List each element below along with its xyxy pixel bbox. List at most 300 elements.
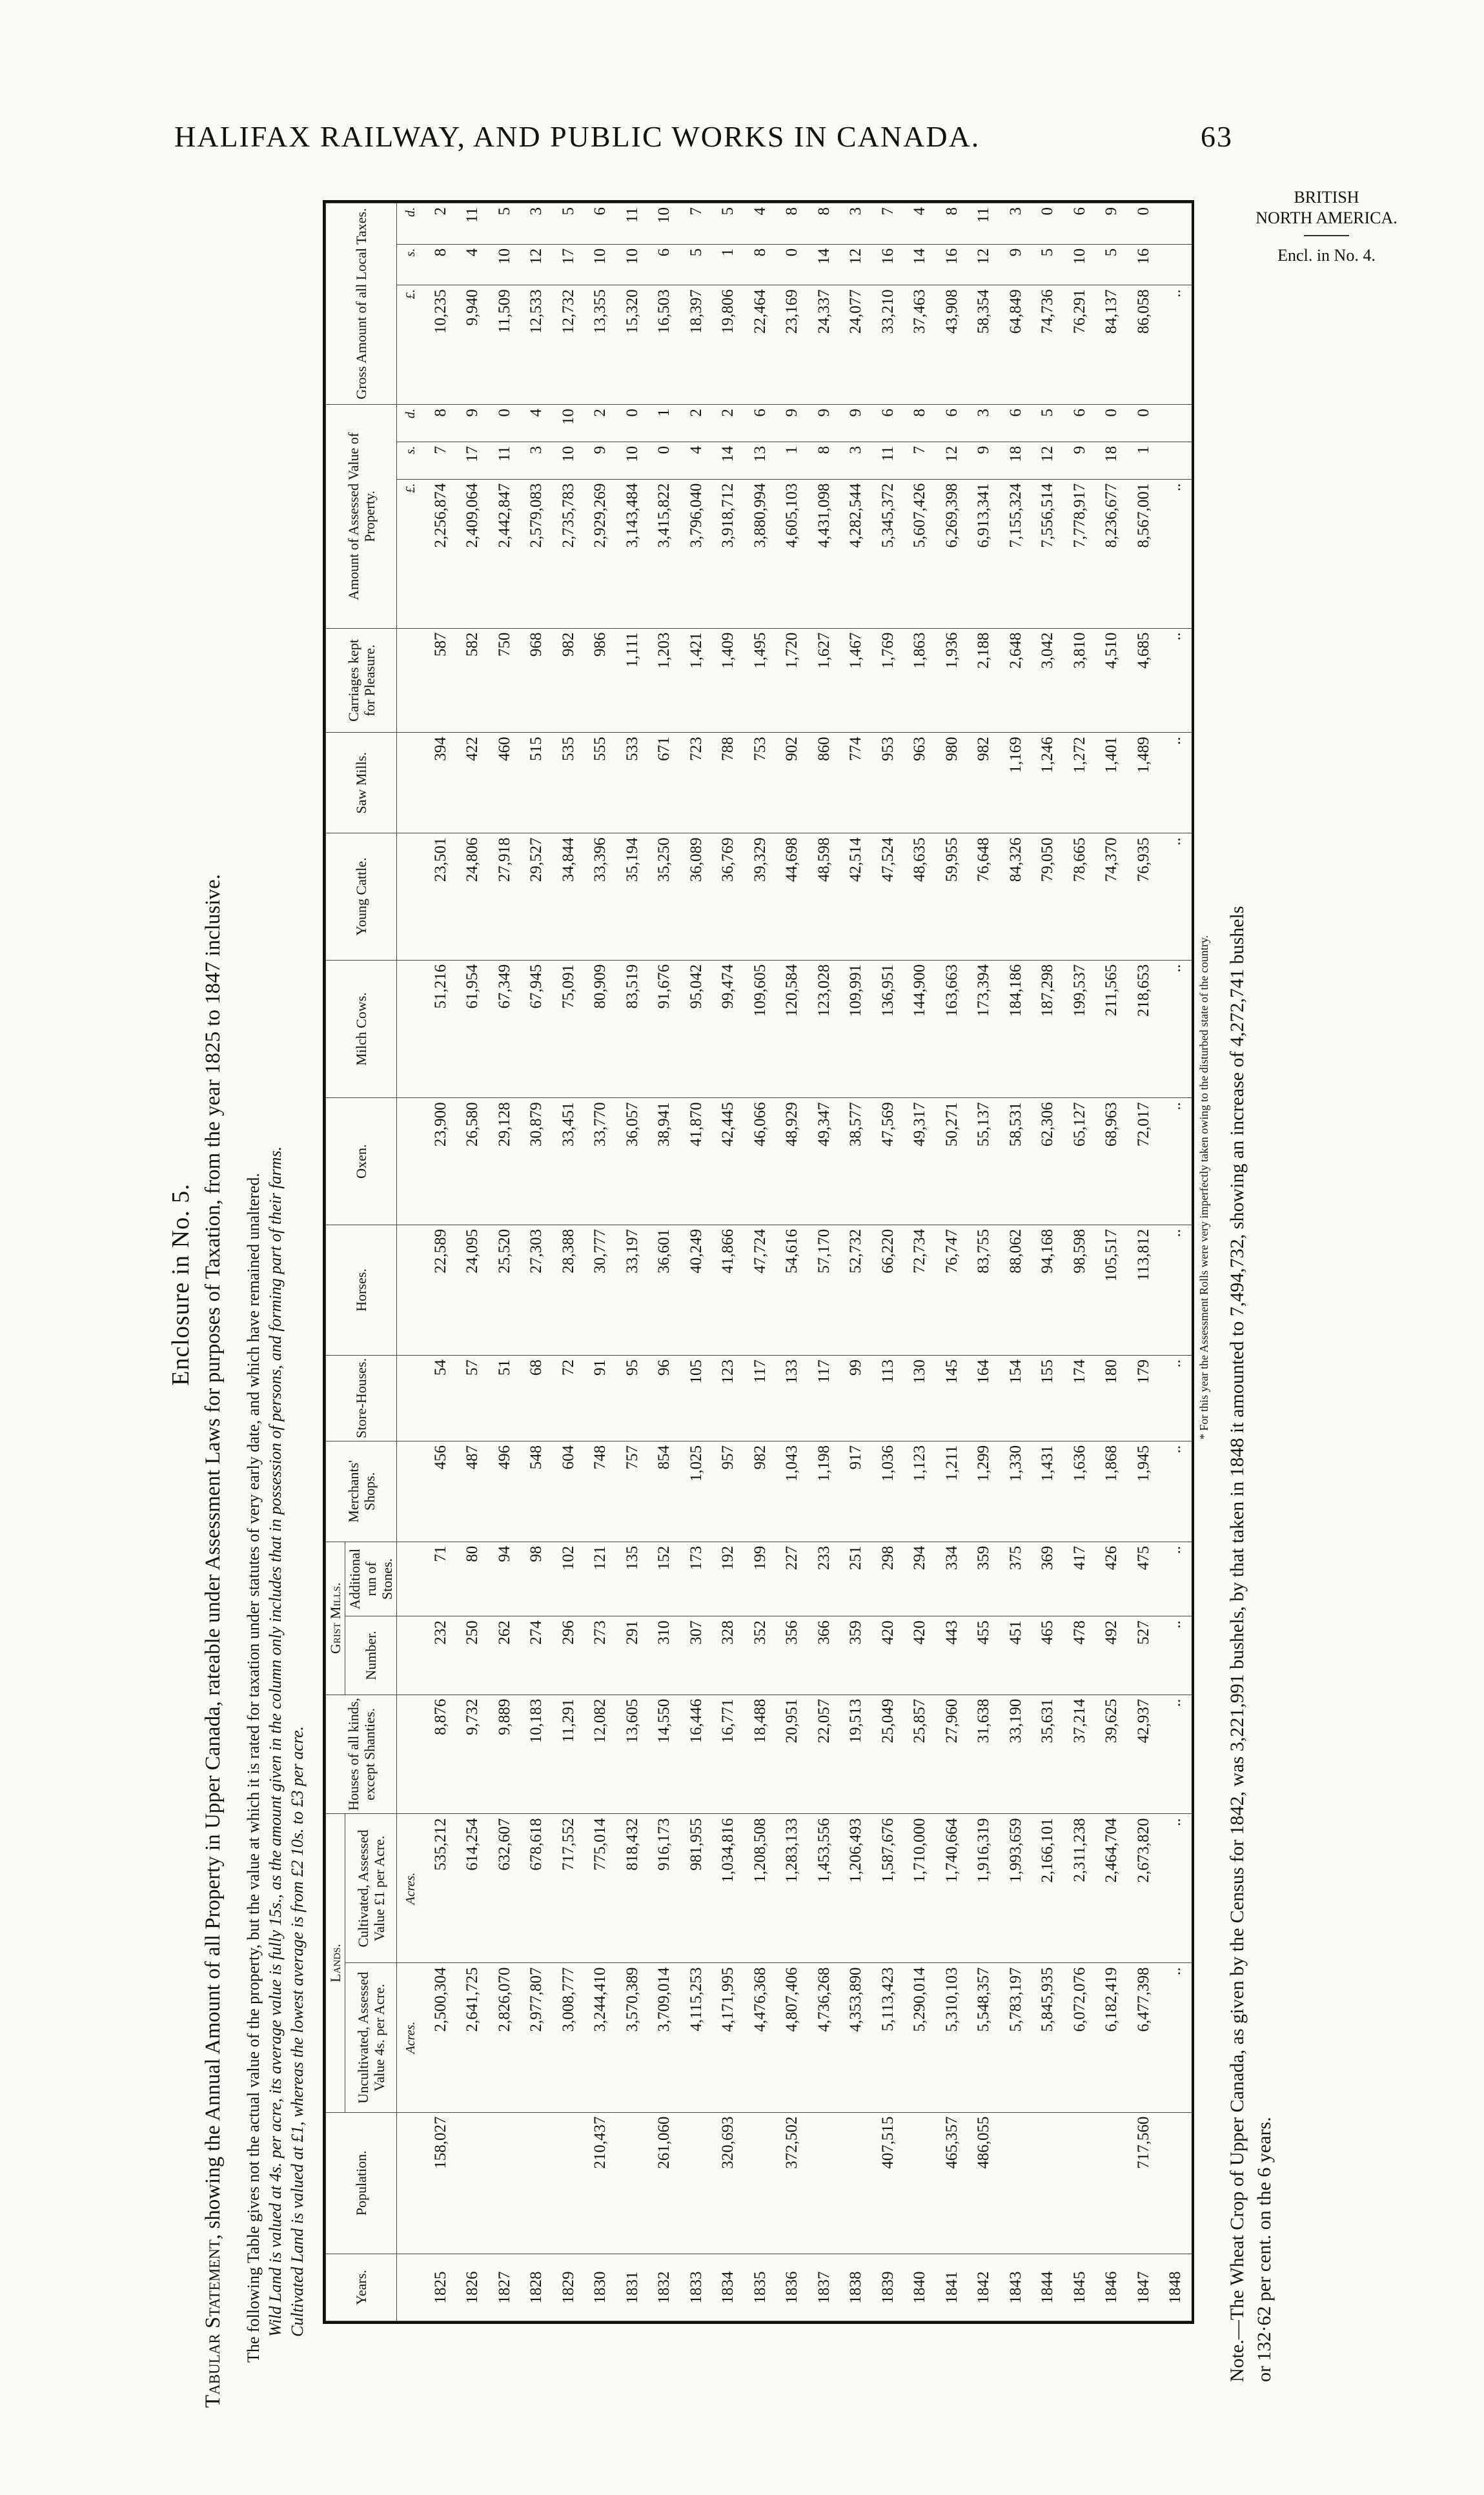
table-cell: 3 (521, 442, 553, 479)
table-cell: 671 (649, 733, 680, 833)
table-cell (680, 2112, 712, 2254)
table-cell: 3 (521, 203, 553, 245)
header-years: Years. (326, 2254, 397, 2321)
table-cell: 1,401 (1095, 733, 1127, 833)
table-cell: 1836 (777, 2254, 808, 2321)
bottom-note-line2: or 132·62 per cent. on the 6 years. (1254, 2117, 1275, 2382)
table-cell: 68 (521, 1355, 553, 1441)
table-cell: 109,605 (744, 960, 776, 1098)
table-cell: 9 (840, 405, 872, 442)
table-cell: 1845 (1064, 2254, 1095, 2321)
table-cell: 6,269,398 (936, 479, 968, 628)
table-cell: 74,370 (1095, 833, 1127, 960)
table-cell: 486,055 (968, 2112, 999, 2254)
margin-note-rule (1304, 235, 1349, 236)
table-cell: 0 (1128, 405, 1159, 442)
header-local-taxes: Gross Amount of all Local Taxes. (326, 203, 397, 405)
table-cell: 465,357 (936, 2112, 968, 2254)
units-row (397, 203, 425, 2321)
table-cell: 981,955 (680, 1814, 712, 1963)
table-cell: 678,618 (521, 1814, 553, 1963)
table-cell: 78,665 (1064, 833, 1095, 960)
table-cell: 420 (904, 1616, 935, 1695)
table-cell (904, 2112, 935, 2254)
table-cell: 2,648 (1000, 628, 1032, 733)
table-cell: 144,900 (904, 960, 935, 1098)
header-houses: Houses of all kinds, except Shanties. (326, 1695, 397, 1814)
table-cell: 158,027 (425, 2112, 456, 2254)
table-cell: 14,550 (649, 1695, 680, 1814)
table-cell: 11 (616, 203, 648, 245)
unit-acres: Acres. (397, 1814, 425, 1963)
table-cell: 307 (680, 1616, 712, 1695)
table-cell: 67,945 (521, 960, 553, 1098)
table-cell: 1,043 (777, 1441, 808, 1542)
table-cell: 1 (1128, 442, 1159, 479)
header-carriages: Carriages kept for Pleasure. (326, 628, 397, 733)
table-cell: 33,197 (616, 1225, 648, 1355)
table-cell: 96 (649, 1355, 680, 1441)
unit-shillings: s. (397, 244, 425, 285)
table-cell: 51,216 (425, 960, 456, 1098)
table-cell: .. (1159, 833, 1192, 960)
table-cell: 10,183 (521, 1695, 553, 1814)
table-cell: 113,812 (1128, 1225, 1159, 1355)
table-cell: 83,755 (968, 1225, 999, 1355)
table-cell: 417 (1064, 1542, 1095, 1616)
table-cell: .. (1159, 285, 1192, 405)
table-cell: 39,625 (1095, 1695, 1127, 1814)
table-cell: 4,476,368 (744, 1963, 776, 2112)
table-cell: 8 (744, 244, 776, 285)
table-cell: 20,951 (777, 1695, 808, 1814)
table-row (457, 203, 489, 2321)
table-cell: 1,299 (968, 1441, 999, 1542)
table-cell: 296 (553, 1616, 584, 1695)
table-cell: 1 (649, 405, 680, 442)
table-cell: 67,349 (489, 960, 520, 1098)
table-cell: 37,214 (1064, 1695, 1095, 1814)
table-cell: 6 (1064, 203, 1095, 245)
table-cell: .. (1159, 1441, 1192, 1542)
table-cell: 6 (585, 203, 616, 245)
table-cell: 8,876 (425, 1695, 456, 1814)
table-cell: 24,337 (808, 285, 840, 405)
table-cell: 527 (1128, 1616, 1159, 1695)
table-cell: 535 (553, 733, 584, 833)
table-cell: 47,569 (872, 1098, 904, 1225)
table-cell: 24,095 (457, 1225, 489, 1355)
table-cell: 1,036 (872, 1441, 904, 1542)
table-cell: 120,584 (777, 960, 808, 1098)
table-cell: 1,034,816 (713, 1814, 744, 1963)
table-cell: 298 (872, 1542, 904, 1616)
table-cell (808, 2112, 840, 2254)
table-cell: 145 (936, 1355, 968, 1441)
table-cell: 986 (585, 628, 616, 733)
table-cell: 9,889 (489, 1695, 520, 1814)
header-cultivated: Cultivated, Assessed Value £1 per Acre. (345, 1814, 397, 1963)
table-cell: 48,929 (777, 1098, 808, 1225)
table-cell: 3 (840, 203, 872, 245)
table-cell: 455 (968, 1616, 999, 1695)
table-cell: 757 (616, 1441, 648, 1542)
table-cell: 6,182,419 (1095, 1963, 1127, 2112)
table-cell: 18,397 (680, 285, 712, 405)
table-cell (521, 2112, 553, 2254)
table-cell: 16 (1128, 244, 1159, 285)
table-cell: 83,519 (616, 960, 648, 1098)
table-cell: 3 (968, 405, 999, 442)
table-cell: 2 (713, 405, 744, 442)
table-cell: .. (1159, 1616, 1192, 1695)
table-row (1032, 203, 1063, 2321)
table-cell: 6 (744, 405, 776, 442)
unit-pounds: £. (397, 479, 425, 628)
table-cell: 273 (585, 1616, 616, 1695)
table-cell: 394 (425, 733, 456, 833)
table-cell: 35,631 (1032, 1695, 1063, 1814)
table-cell: 99,474 (713, 960, 744, 1098)
table-cell: 10 (489, 244, 520, 285)
table-cell: 163,663 (936, 960, 968, 1098)
header-population: Population. (326, 2112, 397, 2254)
table-cell: 1837 (808, 2254, 840, 2321)
table-cell: 1,246 (1032, 733, 1063, 833)
table-cell: 23,900 (425, 1098, 456, 1225)
table-cell: 1,740,664 (936, 1814, 968, 1963)
table-cell: 5,345,372 (872, 479, 904, 628)
table-row (1095, 203, 1127, 2321)
table-cell: 9 (777, 405, 808, 442)
table-cell (1000, 2112, 1032, 2254)
table-cell: 33,770 (585, 1098, 616, 1225)
assessment-table-grid (325, 203, 1192, 2321)
table-cell: 2,826,070 (489, 1963, 520, 2112)
table-cell: 1847 (1128, 2254, 1159, 2321)
table-cell: 19,806 (713, 285, 744, 405)
table-cell: 133 (777, 1355, 808, 1441)
table-cell: 58,354 (968, 285, 999, 405)
table-cell: 94,168 (1032, 1225, 1063, 1355)
table-cell: 10 (1064, 244, 1095, 285)
table-cell: 10 (649, 203, 680, 245)
table-cell: 2,673,820 (1128, 1814, 1159, 1963)
table-cell: 199 (744, 1542, 776, 1616)
table-cell: 5 (1032, 244, 1063, 285)
table-cell: 1826 (457, 2254, 489, 2321)
table-cell: 1,868 (1095, 1441, 1127, 1542)
table-cell: 582 (457, 628, 489, 733)
table-cell: 12 (936, 442, 968, 479)
table-row (1064, 203, 1095, 2321)
table-cell: 2,464,704 (1095, 1814, 1127, 1963)
table-cell: 1844 (1032, 2254, 1063, 2321)
table-cell: 1,111 (616, 628, 648, 733)
table-cell: 16,503 (649, 285, 680, 405)
table-cell (840, 2112, 872, 2254)
table-cell: 2,735,783 (553, 479, 584, 628)
table-row (808, 203, 840, 2321)
table-cell: 4,685 (1128, 628, 1159, 733)
table-cell: 1842 (968, 2254, 999, 2321)
table-cell: 1831 (616, 2254, 648, 2321)
table-cell: 23,169 (777, 285, 808, 405)
table-cell: 953 (872, 733, 904, 833)
table-cell (744, 2112, 776, 2254)
table-cell: .. (1159, 1542, 1192, 1616)
table-cell: 5,113,423 (872, 1963, 904, 2112)
table-cell: 1830 (585, 2254, 616, 2321)
table-cell: 11,509 (489, 285, 520, 405)
table-cell: 62,306 (1032, 1098, 1063, 1225)
table-row (680, 203, 712, 2321)
table-cell: 9 (968, 442, 999, 479)
table-cell: 173 (680, 1542, 712, 1616)
table-title-caps: Tabular Statement, (201, 2234, 225, 2408)
table-cell: 1,489 (1128, 733, 1159, 833)
table-cell: 76,648 (968, 833, 999, 960)
table-cell: 95 (616, 1355, 648, 1441)
table-cell: 4,282,544 (840, 479, 872, 628)
table-cell: 233 (808, 1542, 840, 1616)
table-cell: 4,353,890 (840, 1963, 872, 2112)
table-cell: 4 (457, 244, 489, 285)
table-cell: 6,913,341 (968, 479, 999, 628)
table-cell: 14 (808, 244, 840, 285)
table-cell: 28,388 (553, 1225, 584, 1355)
table-cell: 788 (713, 733, 744, 833)
table-cell: 135 (616, 1542, 648, 1616)
table-row (1128, 203, 1159, 2321)
table-cell: 11 (968, 203, 999, 245)
table-cell: 52,732 (840, 1225, 872, 1355)
table-cell: 2,188 (968, 628, 999, 733)
table-cell: 0 (777, 244, 808, 285)
table-cell: 420 (872, 1616, 904, 1695)
table-cell: 25,857 (904, 1695, 935, 1814)
table-cell: 7 (904, 442, 935, 479)
table-cell: 27,303 (521, 1225, 553, 1355)
table-row (872, 203, 904, 2321)
table-cell: 1843 (1000, 2254, 1032, 2321)
assessment-table (323, 200, 1194, 2324)
table-cell: 443 (936, 1616, 968, 1695)
table-cell: 35,194 (616, 833, 648, 960)
table-cell: 91,676 (649, 960, 680, 1098)
table-cell: 2,166,101 (1032, 1814, 1063, 1963)
table-cell: 475 (1128, 1542, 1159, 1616)
table-cell: 3,008,777 (553, 1963, 584, 2112)
table-cell: 1,203 (649, 628, 680, 733)
table-cell: 0 (616, 405, 648, 442)
table-cell: 12 (968, 244, 999, 285)
table-cell: 16,446 (680, 1695, 712, 1814)
table-cell: 58,531 (1000, 1098, 1032, 1225)
table-cell: 5 (713, 203, 744, 245)
table-cell: 328 (713, 1616, 744, 1695)
table-cell: 4 (904, 203, 935, 245)
table-cell: 14 (713, 442, 744, 479)
table-cell: 8 (777, 203, 808, 245)
table-cell: 48,635 (904, 833, 935, 960)
header-saw-mills: Saw Mills. (326, 733, 397, 833)
running-head-title: HALIFAX RAILWAY, AND PUBLIC WORKS IN CANADA. (174, 120, 981, 153)
table-cell: 1,627 (808, 628, 840, 733)
table-cell: 9 (1064, 442, 1095, 479)
table-cell: 37,463 (904, 285, 935, 405)
table-cell: 1,587,676 (872, 1814, 904, 1963)
table-cell: 8,236,677 (1095, 479, 1127, 628)
table-cell: 3,042 (1032, 628, 1063, 733)
table-cell: 187,298 (1032, 960, 1063, 1098)
table-cell: 84,326 (1000, 833, 1032, 960)
table-cell: 12 (840, 244, 872, 285)
table-cell: 1,208,508 (744, 1814, 776, 1963)
table-cell: 23,501 (425, 833, 456, 960)
table-cell: 4 (521, 405, 553, 442)
table-cell: 123 (713, 1355, 744, 1441)
table-cell: 555 (585, 733, 616, 833)
table-cell: 80 (457, 1542, 489, 1616)
table-cell: 27,918 (489, 833, 520, 960)
table-cell: .. (1159, 733, 1192, 833)
table-cell: 72,017 (1128, 1098, 1159, 1225)
table-cell: 5,783,197 (1000, 1963, 1032, 2112)
table-cell: 179 (1128, 1355, 1159, 1441)
table-cell: 1,330 (1000, 1441, 1032, 1542)
table-cell: 41,866 (713, 1225, 744, 1355)
table-cell: 917 (840, 1441, 872, 1542)
table-cell: 18 (1095, 442, 1127, 479)
table-cell: 17 (457, 442, 489, 479)
header-group-grist-mills: Grist Mills. (326, 1542, 345, 1695)
table-cell: 9,940 (457, 285, 489, 405)
table-cell (1095, 2112, 1127, 2254)
table-cell: 5 (1095, 244, 1127, 285)
table-cell: 310 (649, 1616, 680, 1695)
table-cell: 16,771 (713, 1695, 744, 1814)
table-cell: 47,524 (872, 833, 904, 960)
table-cell: 66,220 (872, 1225, 904, 1355)
table-cell: 121 (585, 1542, 616, 1616)
table-cell: 76,935 (1128, 833, 1159, 960)
table-cell: 95,042 (680, 960, 712, 1098)
unit-pence: d. (397, 203, 425, 245)
table-cell: 94 (489, 1542, 520, 1616)
table-cell: 174 (1064, 1355, 1095, 1441)
table-cell: 7 (680, 203, 712, 245)
table-cell: 9 (1095, 203, 1127, 245)
table-cell: 80,909 (585, 960, 616, 1098)
table-row (1000, 203, 1032, 2321)
table-cell: 0 (1128, 203, 1159, 245)
table-cell: 22,464 (744, 285, 776, 405)
table-cell: .. (1159, 1225, 1192, 1355)
table-cell: 1,169 (1000, 733, 1032, 833)
table-cell: 54 (425, 1355, 456, 1441)
table-cell: 982 (744, 1441, 776, 1542)
table-cell: 4,115,253 (680, 1963, 712, 2112)
table-cell: 4,605,103 (777, 479, 808, 628)
table-cell: 535,212 (425, 1814, 456, 1963)
table-cell: 460 (489, 733, 520, 833)
table-cell: 407,515 (872, 2112, 904, 2254)
table-cell (1159, 244, 1192, 285)
table-cell: 29,527 (521, 833, 553, 960)
table-cell: 422 (457, 733, 489, 833)
intro-note-3: Cultivated Land is valued at £1, whereas the lowest average is from £2 10s. to £3 per acre. (288, 1726, 307, 2337)
table-cell: 113 (872, 1355, 904, 1441)
table-cell: 3,918,712 (713, 479, 744, 628)
table-cell: 375 (1000, 1542, 1032, 1616)
table-cell: 2,641,725 (457, 1963, 489, 2112)
table-cell: 982 (968, 733, 999, 833)
table-cell: 359 (968, 1542, 999, 1616)
table-cell: 33,396 (585, 833, 616, 960)
table-cell: 35,250 (649, 833, 680, 960)
table-cell: 39,329 (744, 833, 776, 960)
table-cell: 26,580 (457, 1098, 489, 1225)
table-cell: 1840 (904, 2254, 935, 2321)
table-cell: 117 (808, 1355, 840, 1441)
table-cell: 44,698 (777, 833, 808, 960)
table-cell: 320,693 (713, 2112, 744, 2254)
table-cell: 57,170 (808, 1225, 840, 1355)
table-cell: 818,432 (616, 1814, 648, 1963)
table-cell: 496 (489, 1441, 520, 1542)
table-cell: 1,421 (680, 628, 712, 733)
table-cell: .. (1159, 628, 1192, 733)
table-cell: 98 (521, 1542, 553, 1616)
enclosure-heading: Enclosure in No. 5. (167, 1183, 194, 1386)
table-cell: 5,310,103 (936, 1963, 968, 2112)
running-head (174, 119, 1233, 154)
table-cell: 1,272 (1064, 733, 1095, 833)
table-cell: 359 (840, 1616, 872, 1695)
header-group-lands: Lands. (326, 1814, 345, 2112)
header-storehouses: Store-Houses. (326, 1355, 397, 1441)
table-cell: 136,951 (872, 960, 904, 1098)
table-cell: 50,271 (936, 1098, 968, 1225)
table-cell: 38,577 (840, 1098, 872, 1225)
table-cell: 51 (489, 1355, 520, 1441)
table-cell (1159, 203, 1192, 245)
table-cell: 79,050 (1032, 833, 1063, 960)
table-cell: 451 (1000, 1616, 1032, 1695)
margin-note-line3: Encl. in No. 4. (1277, 246, 1376, 265)
unit-acres: Acres. (397, 1963, 425, 2112)
table-cell: 478 (1064, 1616, 1095, 1695)
table-cell: 1,993,659 (1000, 1814, 1032, 1963)
table-cell: 916,173 (649, 1814, 680, 1963)
table-cell: 15,320 (616, 285, 648, 405)
table-title-rest: showing the Annual Amount of all Property in Upper Canada, rateable under Assessment Laws for purposes of Taxation, from the year 1825 to 1847 inclusive. (201, 874, 225, 2229)
table-cell: 184,186 (1000, 960, 1032, 1098)
table-cell: 2,929,269 (585, 479, 616, 628)
table-cell: 614,254 (457, 1814, 489, 1963)
table-cell: 1829 (553, 2254, 584, 2321)
header-milch-cows: Milch Cows. (326, 960, 397, 1098)
table-cell: 1,409 (713, 628, 744, 733)
table-cell: 7,155,324 (1000, 479, 1032, 628)
table-cell: 2 (585, 405, 616, 442)
table-cell: 723 (680, 733, 712, 833)
table-row (840, 203, 872, 2321)
table-cell: 16 (936, 244, 968, 285)
table-cell: 1832 (649, 2254, 680, 2321)
unit-pounds: £. (397, 285, 425, 405)
